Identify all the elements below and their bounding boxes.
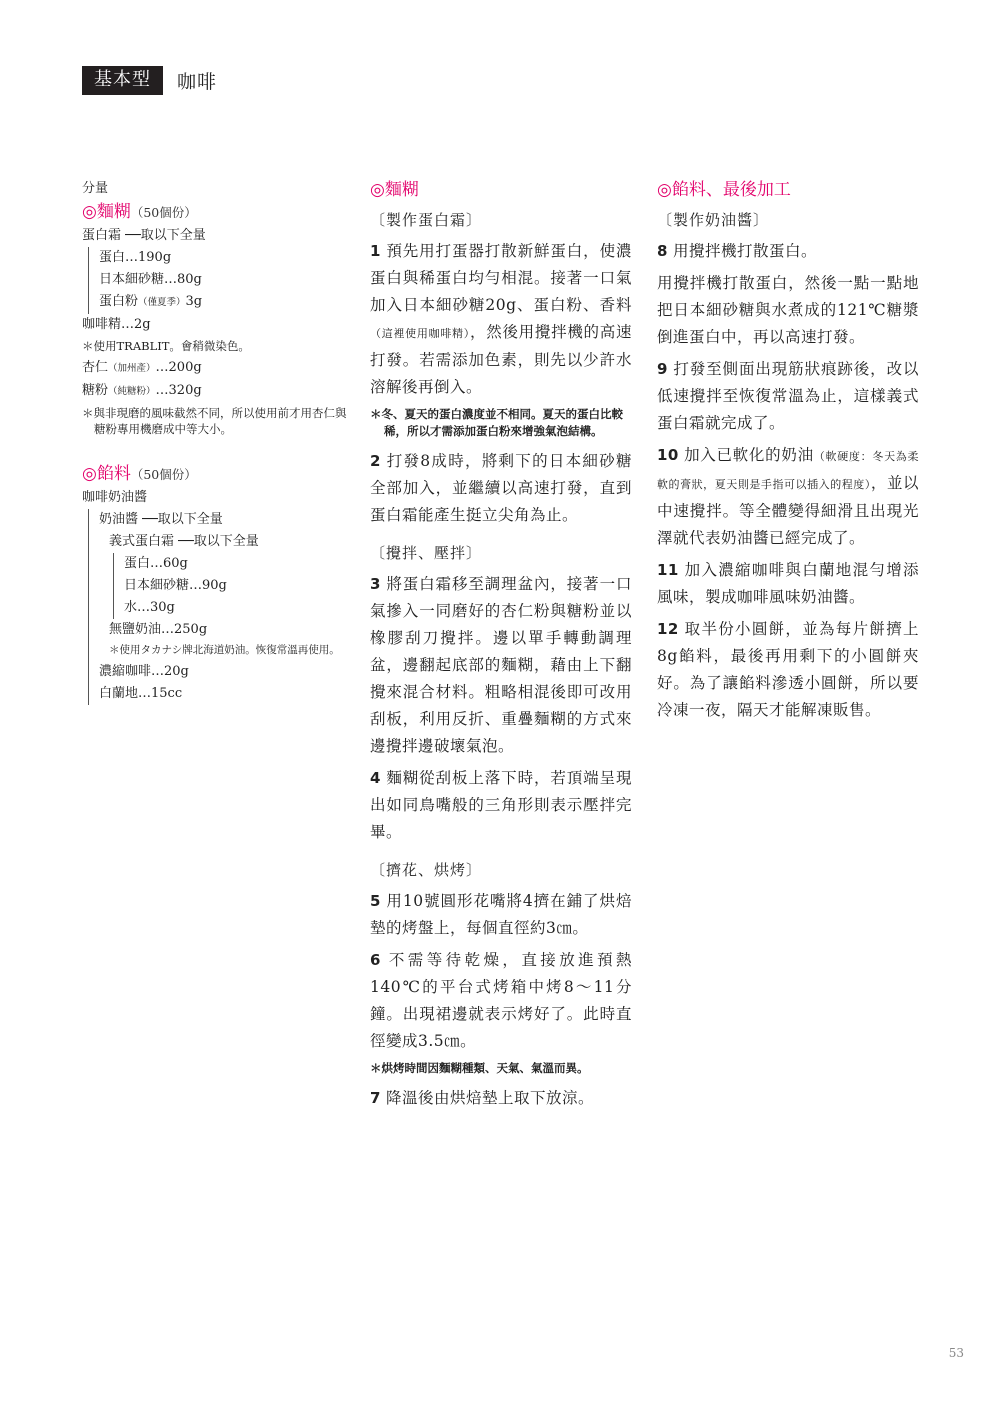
sugar-name: 糖粉 [82, 383, 109, 398]
ingredients-column [82, 178, 352, 705]
batter-heading-text: ◎麵糊 [82, 202, 131, 222]
grind-note: ＊與非現磨的風味截然不同，所以使用前才用杏仁與糖粉專用機磨成中等大小。 [82, 406, 347, 436]
step-4 [370, 765, 632, 846]
filling-qty: （50個份） [130, 467, 197, 482]
filling-method-heading: ◎餡料、最後加工 [657, 180, 791, 200]
step-text: 用攪拌機打散蛋白。 [672, 242, 817, 260]
step-6 [370, 947, 632, 1055]
recipe-title: 咖啡 [177, 71, 218, 93]
ingredient-item: 蛋白…60g [124, 556, 188, 571]
sugar-type: （純糖粉） [108, 386, 156, 397]
step-number: 12 [657, 620, 679, 638]
step-text: 預先用打蛋器打散新鮮蛋白，使濃蛋白與稀蛋白均勻相混。接著一口氣加入日本細砂糖20g、蛋白粉、香料 [370, 242, 632, 314]
filling-heading-text: ◎餡料 [82, 464, 131, 484]
step-text: 不需等待乾燥，直接放進預熱140℃的平台式烤箱中烤8～11分鐘。出現裙邊就表示烤好了。此時直徑變成3.5㎝。 [370, 951, 632, 1050]
sugar-item [82, 380, 352, 403]
step-9 [657, 356, 919, 437]
step-text: 打發至側面出現筋狀痕跡後，改以低速攪拌至恢復常溫為止，這樣義式蛋白霜就完成了。 [657, 360, 919, 432]
unsalted-butter: 無鹽奶油…250g [109, 622, 208, 637]
step-aside: （軟硬度：冬天為柔軟的膏狀，夏天則是手指可以插入的程度） [657, 450, 919, 491]
meringue-label: 蛋白霜 ──取以下全量 [82, 228, 206, 243]
italian-meringue-group [113, 553, 352, 619]
step-1 [370, 238, 632, 401]
ingredient-text: 蛋白…190g [99, 250, 172, 265]
step-number: 8 [657, 242, 668, 260]
brandy-item: 白蘭地…15cc [99, 686, 183, 701]
almond-amount: …200g [155, 360, 202, 375]
coffee-extract-note: ＊使用TRABLIT。會稍微染色。 [82, 339, 250, 353]
batter-method-column [370, 178, 632, 1117]
step-number: 9 [657, 360, 668, 378]
yield-label: 分量 [82, 181, 109, 196]
step-number: 1 [370, 242, 381, 260]
ingredient-text: 日本細砂糖…80g [99, 272, 202, 287]
filling-ingredients-heading [82, 462, 352, 487]
step-text-cont: ，然後用攪拌機的高速打發。若需添加色素，則先以少許水溶解後再倒入。 [370, 323, 632, 396]
step-number: 7 [370, 1089, 381, 1107]
almond-origin: （加州產） [108, 363, 156, 374]
step-number: 10 [657, 446, 679, 464]
step-text: 取半份小圓餅，並為每片餅擠上8g餡料，最後再用剩下的小圓餅夾好。為了讓餡料滲透小圓餅，所以要冷凍一夜，隔天才能解凍販售。 [657, 620, 919, 719]
step-text: 麵糊從刮板上落下時，若頂端呈現出如同鳥嘴般的三角形則表示壓拌完畢。 [370, 769, 632, 841]
step-2 [370, 448, 632, 529]
step-text: 將蛋白霜移至調理盆內，接著一口氣摻入一同磨好的杏仁粉與糖粉並以橡膠刮刀攪拌。邊以單手轉動調理盆，邊翻起底部的麵糊，藉由上下翻攪來混合材料。粗略相混後即可改用刮板，利用反折、重疊麵糊的方式來邊攪拌邊破壞氣泡。 [370, 575, 632, 755]
coffee-cream-label: 咖啡奶油醬 [82, 490, 148, 505]
step-8-continued: 用攪拌機打散蛋白，然後一點一點地把日本細砂糖與水煮成的121℃糖漿倒進蛋白中，再以高速打發。 [657, 274, 919, 346]
step-text: 打發8成時，將剩下的日本細砂糖全部加入，並繼續以高速打發，直到蛋白霜能產生挺立尖角為止。 [370, 452, 632, 524]
butter-cream-label: 奶油醬 ──取以下全量 [99, 512, 223, 527]
step-8 [657, 238, 919, 265]
coffee-cream-group [88, 509, 352, 705]
ingredient-subnote: （僅夏季） [138, 297, 186, 308]
step-number: 3 [370, 575, 381, 593]
step-text: 加入已軟化的奶油 [683, 446, 814, 464]
butter-note: ＊使用タカナシ牌北海道奶油。恢復常溫再使用。 [109, 644, 340, 656]
step-number: 2 [370, 452, 381, 470]
filling-method-column [657, 178, 919, 729]
step-10 [657, 442, 919, 552]
ingredient-item [99, 269, 352, 291]
step-number: 4 [370, 769, 381, 787]
step-aside: （這裡使用咖啡精） [370, 327, 470, 340]
subheading-mixing: 〔攪拌、壓拌〕 [370, 544, 483, 562]
almond-name: 杏仁 [82, 360, 109, 375]
category-badge: 基本型 [82, 66, 163, 95]
ingredient-item [99, 291, 352, 314]
step-text: 用10號圓形花嘴將4擠在鋪了烘焙墊的烤盤上，每個直徑約3㎝。 [370, 892, 632, 937]
step-text: 加入濃縮咖啡與白蘭地混勻增添風味，製成咖啡風味奶油醬。 [657, 561, 919, 606]
almond-item [82, 357, 352, 380]
page-number: 53 [948, 1346, 964, 1360]
subheading-butter-cream: 〔製作奶油醬〕 [657, 211, 770, 229]
step-5 [370, 888, 632, 942]
step-number: 6 [370, 951, 381, 969]
batter-qty: （50個份） [130, 205, 197, 220]
step-text: 降溫後由烘焙墊上取下放涼。 [385, 1089, 594, 1107]
ingredient-amount: 3g [185, 294, 203, 309]
butter-cream-contents [99, 531, 352, 658]
step-text-cont: ，並以中速攪拌。等全體變得細滑且出現光澤就代表奶油醬已經完成了。 [657, 474, 919, 547]
italian-meringue-label: 義式蛋白霜 ──取以下全量 [109, 534, 259, 549]
sugar-amount: …320g [155, 383, 202, 398]
batter-method-heading: ◎麵糊 [370, 180, 419, 200]
step-3 [370, 571, 632, 760]
step-6-note: ＊烘烤時間因麵糊種類、天氣、氣溫而異。 [370, 1061, 589, 1075]
subheading-meringue: 〔製作蛋白霜〕 [370, 211, 483, 229]
step-1-note: ＊冬、夏天的蛋白濃度並不相同。夏天的蛋白比較稀，所以才需添加蛋白粉來增強氣泡結構。 [370, 407, 623, 438]
ingredient-item: 水…30g [124, 600, 175, 615]
step-12 [657, 616, 919, 724]
batter-ingredients-heading [82, 200, 352, 225]
step-7 [370, 1085, 632, 1112]
ingredient-item: 日本細砂糖…90g [124, 578, 227, 593]
ingredient-text: 蛋白粉 [99, 294, 139, 309]
subheading-piping: 〔擠花、烘烤〕 [370, 861, 483, 879]
step-number: 5 [370, 892, 381, 910]
meringue-group [88, 247, 352, 314]
page-header [82, 66, 217, 95]
ingredient-item [99, 247, 352, 269]
coffee-extract: 咖啡精…2g [82, 317, 151, 332]
espresso-item: 濃縮咖啡…20g [99, 664, 189, 679]
step-11 [657, 557, 919, 611]
step-number: 11 [657, 561, 679, 579]
